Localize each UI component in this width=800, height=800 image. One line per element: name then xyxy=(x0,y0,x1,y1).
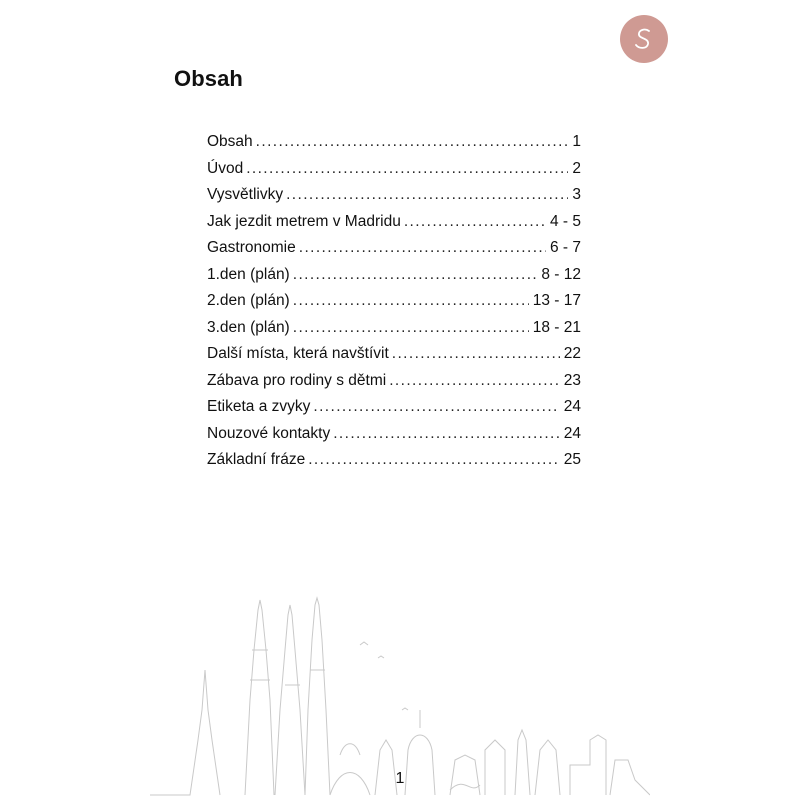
dot-leader xyxy=(333,425,560,443)
toc-entry-label: Etiketa a zvyky xyxy=(207,398,311,415)
dot-leader xyxy=(286,186,568,204)
toc-entry xyxy=(207,213,581,240)
toc-entry-label: Další místa, která navštívit xyxy=(207,345,389,362)
toc-entry-label: Obsah xyxy=(207,133,253,150)
toc-entry xyxy=(207,266,581,293)
script-s-icon xyxy=(629,24,659,54)
toc-entry-page: 22 xyxy=(563,345,581,362)
toc-entry-page: 8 - 12 xyxy=(541,265,581,283)
toc-entry-page: 4 - 5 xyxy=(549,212,581,230)
toc-entry-page: 25 xyxy=(563,451,581,468)
toc-entry xyxy=(207,451,581,478)
toc-entry-page: 3 xyxy=(572,186,581,203)
toc-entry-page: 24 xyxy=(563,424,581,442)
dot-leader xyxy=(293,319,529,337)
toc-entry-label: 2.den (plán) xyxy=(207,292,290,309)
toc-entry-page: 2 xyxy=(572,159,581,177)
toc-entry-label: Nouzové kontakty xyxy=(207,424,331,442)
brand-logo xyxy=(620,15,668,63)
madrid-skyline-icon xyxy=(150,590,650,800)
toc-entry xyxy=(207,345,581,372)
toc-entry-label: 1.den (plán) xyxy=(207,265,290,283)
toc-entry-page: 18 - 21 xyxy=(532,318,581,336)
dot-leader xyxy=(389,372,560,390)
toc-entry-label: Vysvětlivky xyxy=(207,186,284,203)
toc-entry xyxy=(207,160,581,187)
dot-leader xyxy=(404,213,546,231)
dot-leader xyxy=(313,398,559,416)
toc-entry xyxy=(207,186,581,213)
toc-entry-page: 13 - 17 xyxy=(532,292,581,309)
dot-leader xyxy=(308,451,560,469)
toc-entry-label: 3.den (plán) xyxy=(207,318,290,336)
dot-leader xyxy=(246,160,568,178)
toc-entry xyxy=(207,239,581,266)
toc-entry-label: Gastronomie xyxy=(207,239,296,256)
toc-entry-label: Jak jezdit metrem v Madridu xyxy=(207,212,401,230)
table-of-contents xyxy=(207,133,581,478)
toc-entry xyxy=(207,133,581,160)
toc-entry-page: 6 - 7 xyxy=(549,239,581,256)
toc-entry xyxy=(207,319,581,346)
toc-entry xyxy=(207,425,581,452)
dot-leader xyxy=(299,239,546,257)
dot-leader xyxy=(256,133,569,151)
toc-entry xyxy=(207,372,581,399)
dot-leader xyxy=(293,266,538,284)
toc-entry-page: 23 xyxy=(563,371,581,389)
toc-entry-label: Základní fráze xyxy=(207,451,306,468)
toc-entry xyxy=(207,292,581,319)
dot-leader xyxy=(293,292,529,310)
page-number: 1 xyxy=(395,770,405,787)
toc-entry-page: 24 xyxy=(563,398,581,415)
toc-entry xyxy=(207,398,581,425)
toc-entry-label: Úvod xyxy=(207,159,244,177)
toc-entry-page: 1 xyxy=(572,133,581,150)
dot-leader xyxy=(392,345,560,363)
page-title: Obsah xyxy=(174,66,243,91)
toc-entry-label: Zábava pro rodiny s dětmi xyxy=(207,371,387,389)
